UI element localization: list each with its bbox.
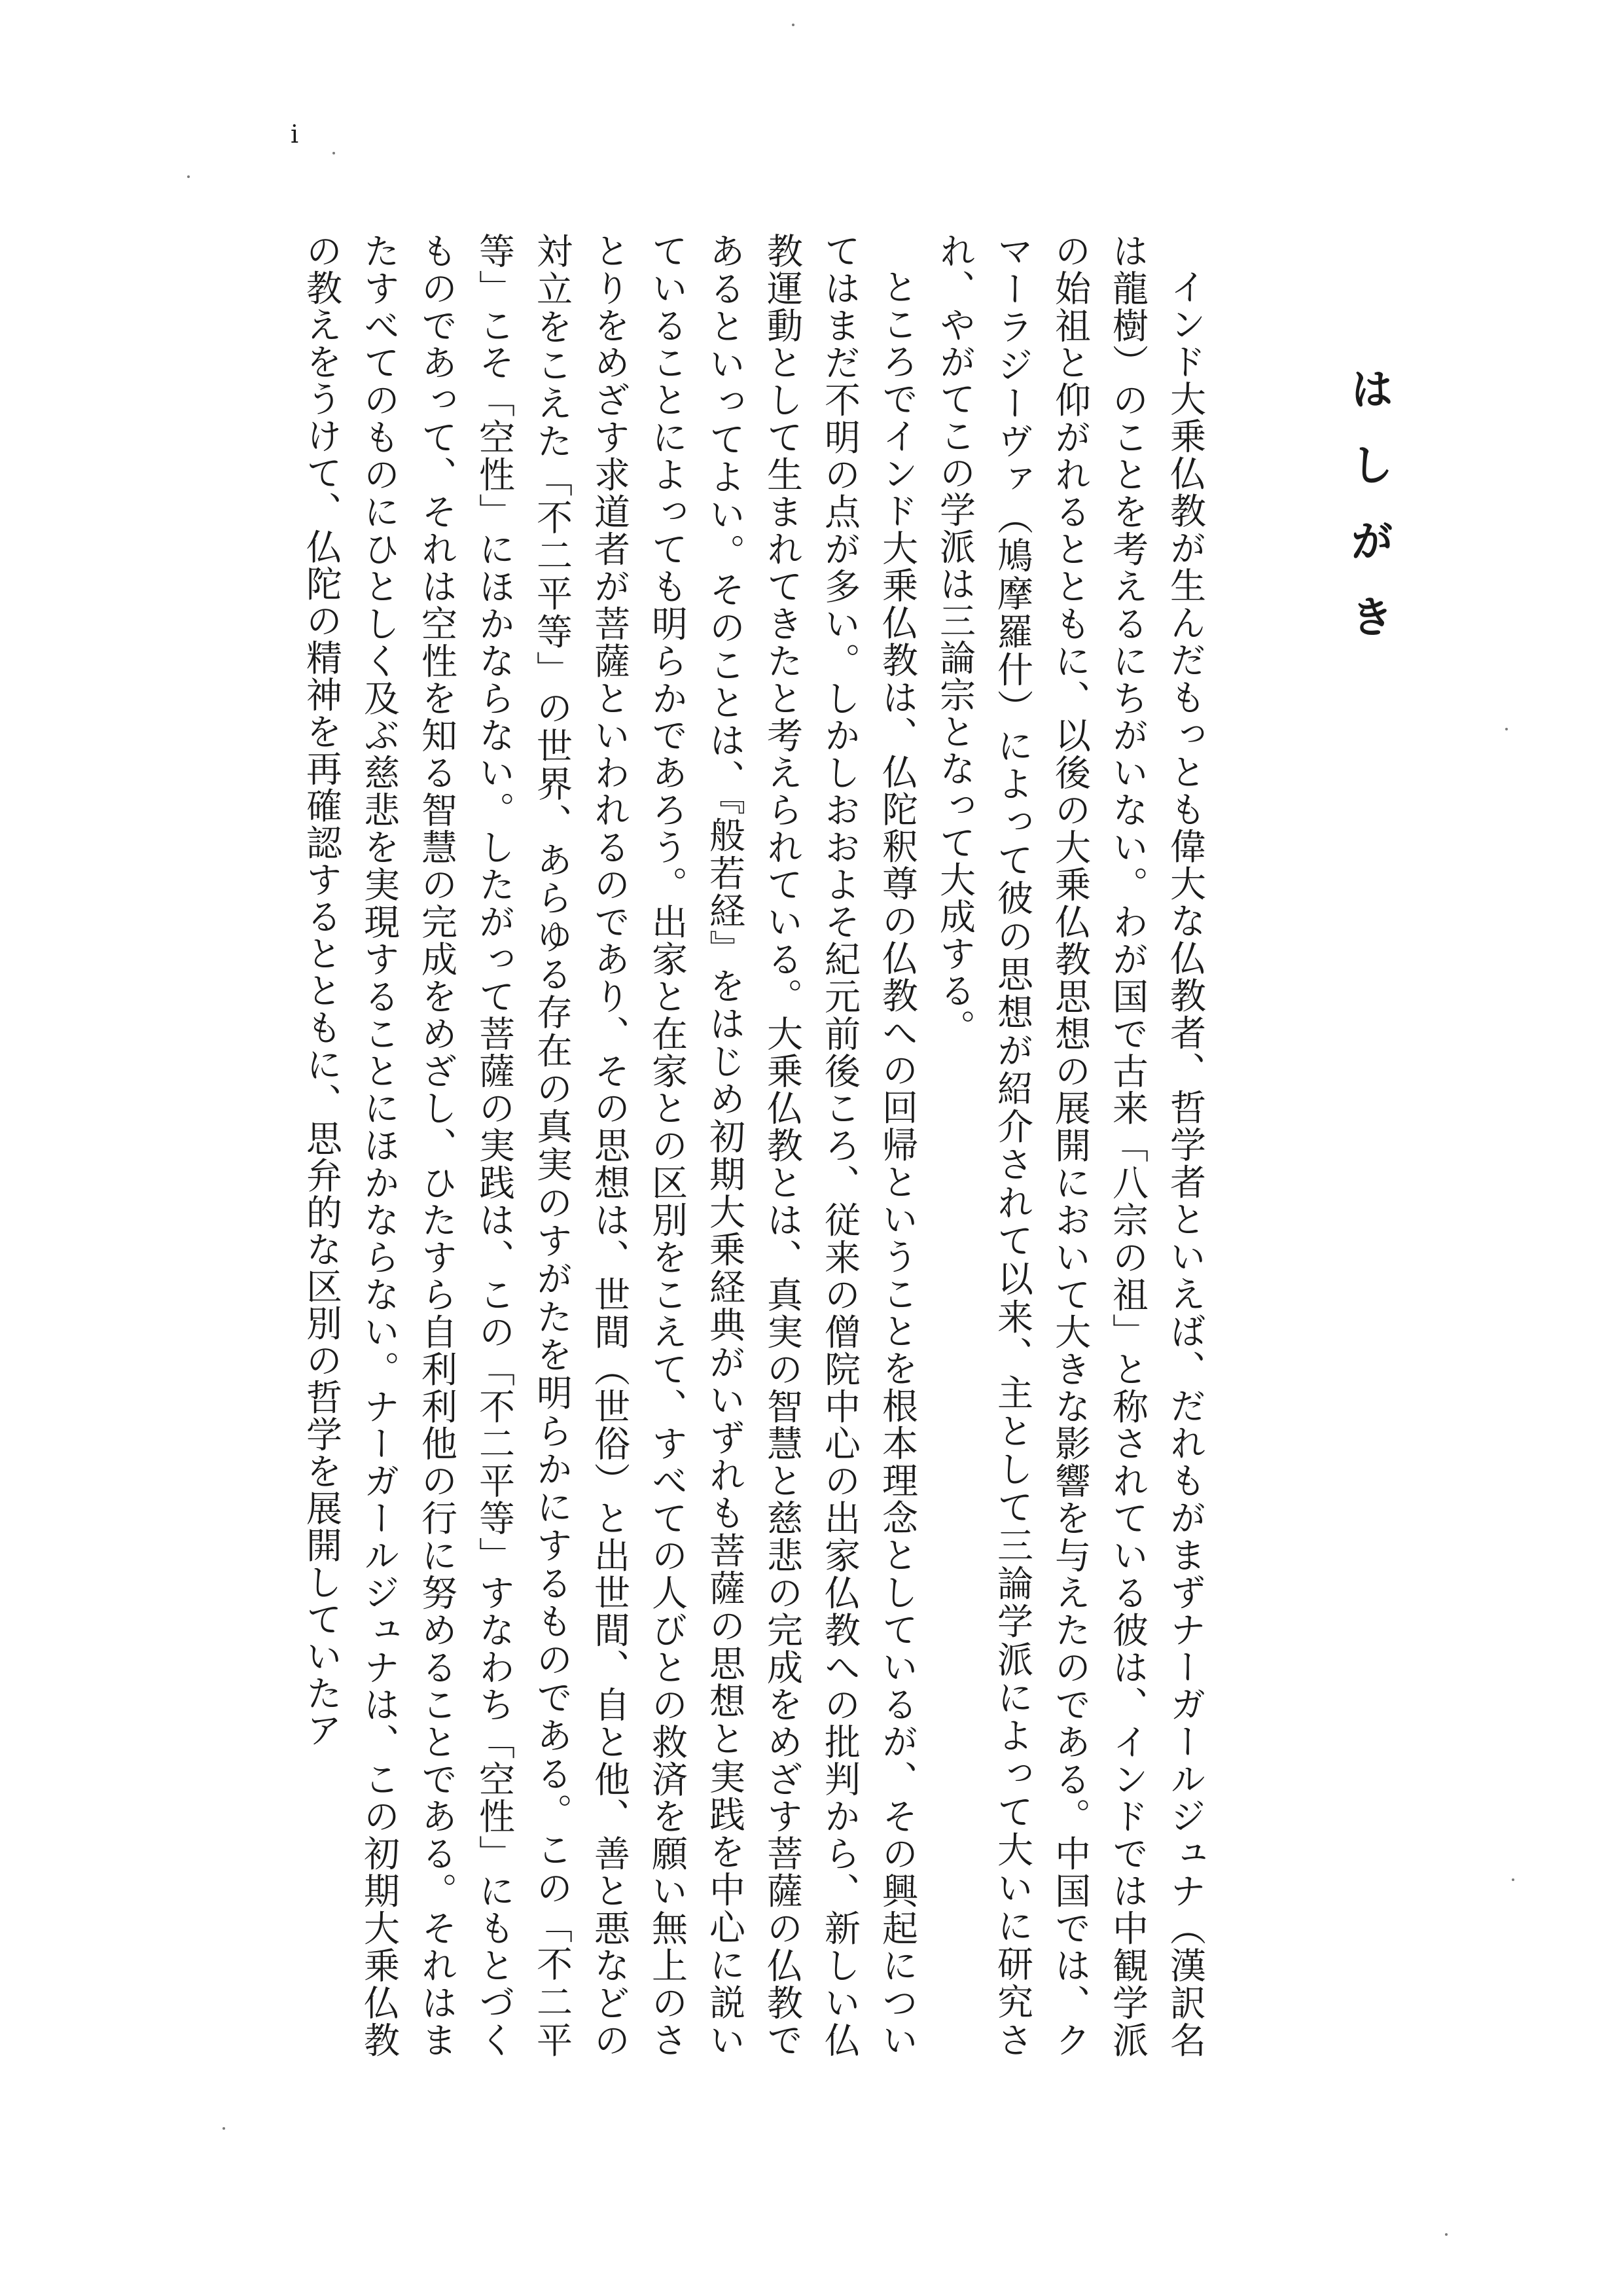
scan-speck (792, 24, 794, 26)
scan-speck (1505, 728, 1508, 730)
scan-speck (187, 175, 190, 178)
paragraph-2: ところでインド大乗仏教は、仏陀釈尊の仏教への回帰ということを根本理念としているが、その興起についてはまだ不明の点が多い。しかしおおよそ紀元前後ころ、従来の僧院中心の出家仏教への批判から、新しい仏教運動として生まれてきたと考えられている。大乗仏教とは、真実の智慧と慈悲の完成をめざす菩薩の仏教であるといってよい。そのことは、『般若経』をはじめ初期大乗経典がいずれも菩薩の思想と実践を中心に説いていることによっても明らかであろう。出家と在家との区別をこえて、すべての人びとの救済を願い無上のさとりをめざす求道者が菩薩といわれるのであり、その思想は、世間（世俗）と出世間、自と他、善と悪などの対立をこえた「不二平等」の世界、あらゆる存在の真実のすがたを明らかにするものである。この「不二平等」こそ「空性」にほかならない。したがって菩薩の実践は、この「不二平等」すなわち「空性」にもとづくものであって、それは空性を知る智慧の完成をめざし、ひたすら自利利他の行に努めることである。それはまたすべてのものにひとしく及ぶ慈悲を実現することにほかならない。ナーガールジュナは、この初期大乗仏教の教えをうけて、仏陀の精神を再確認するとともに、思弁的な区別の哲学を展開していたア (300, 232, 918, 2058)
scan-speck (1512, 1878, 1514, 1881)
scan-speck (223, 2127, 225, 2130)
scan-speck (332, 152, 335, 154)
page-number: i (291, 120, 299, 149)
scan-speck (1445, 2233, 1448, 2236)
body-text (249, 232, 1214, 2058)
paragraph-1: インド大乗仏教が生んだもっとも偉大な仏教者、哲学者といえば、だれもがまずナーガールジュナ（漢訳名は龍樹）のことを考えるにちがいない。わが国で古来「八宗の祖」と称されている彼は、インドでは中観学派の始祖と仰がれるとともに、以後の大乗仏教思想の展開において大きな影響を与えたのである。中国では、クマーラジーヴァ（鳩摩羅什）によって彼の思想が紹介されて以来、主として三論学派によって大いに研究され、やがてこの学派は三論宗となって大成する。 (934, 232, 1206, 2058)
page-title: はしがき (1343, 367, 1395, 670)
